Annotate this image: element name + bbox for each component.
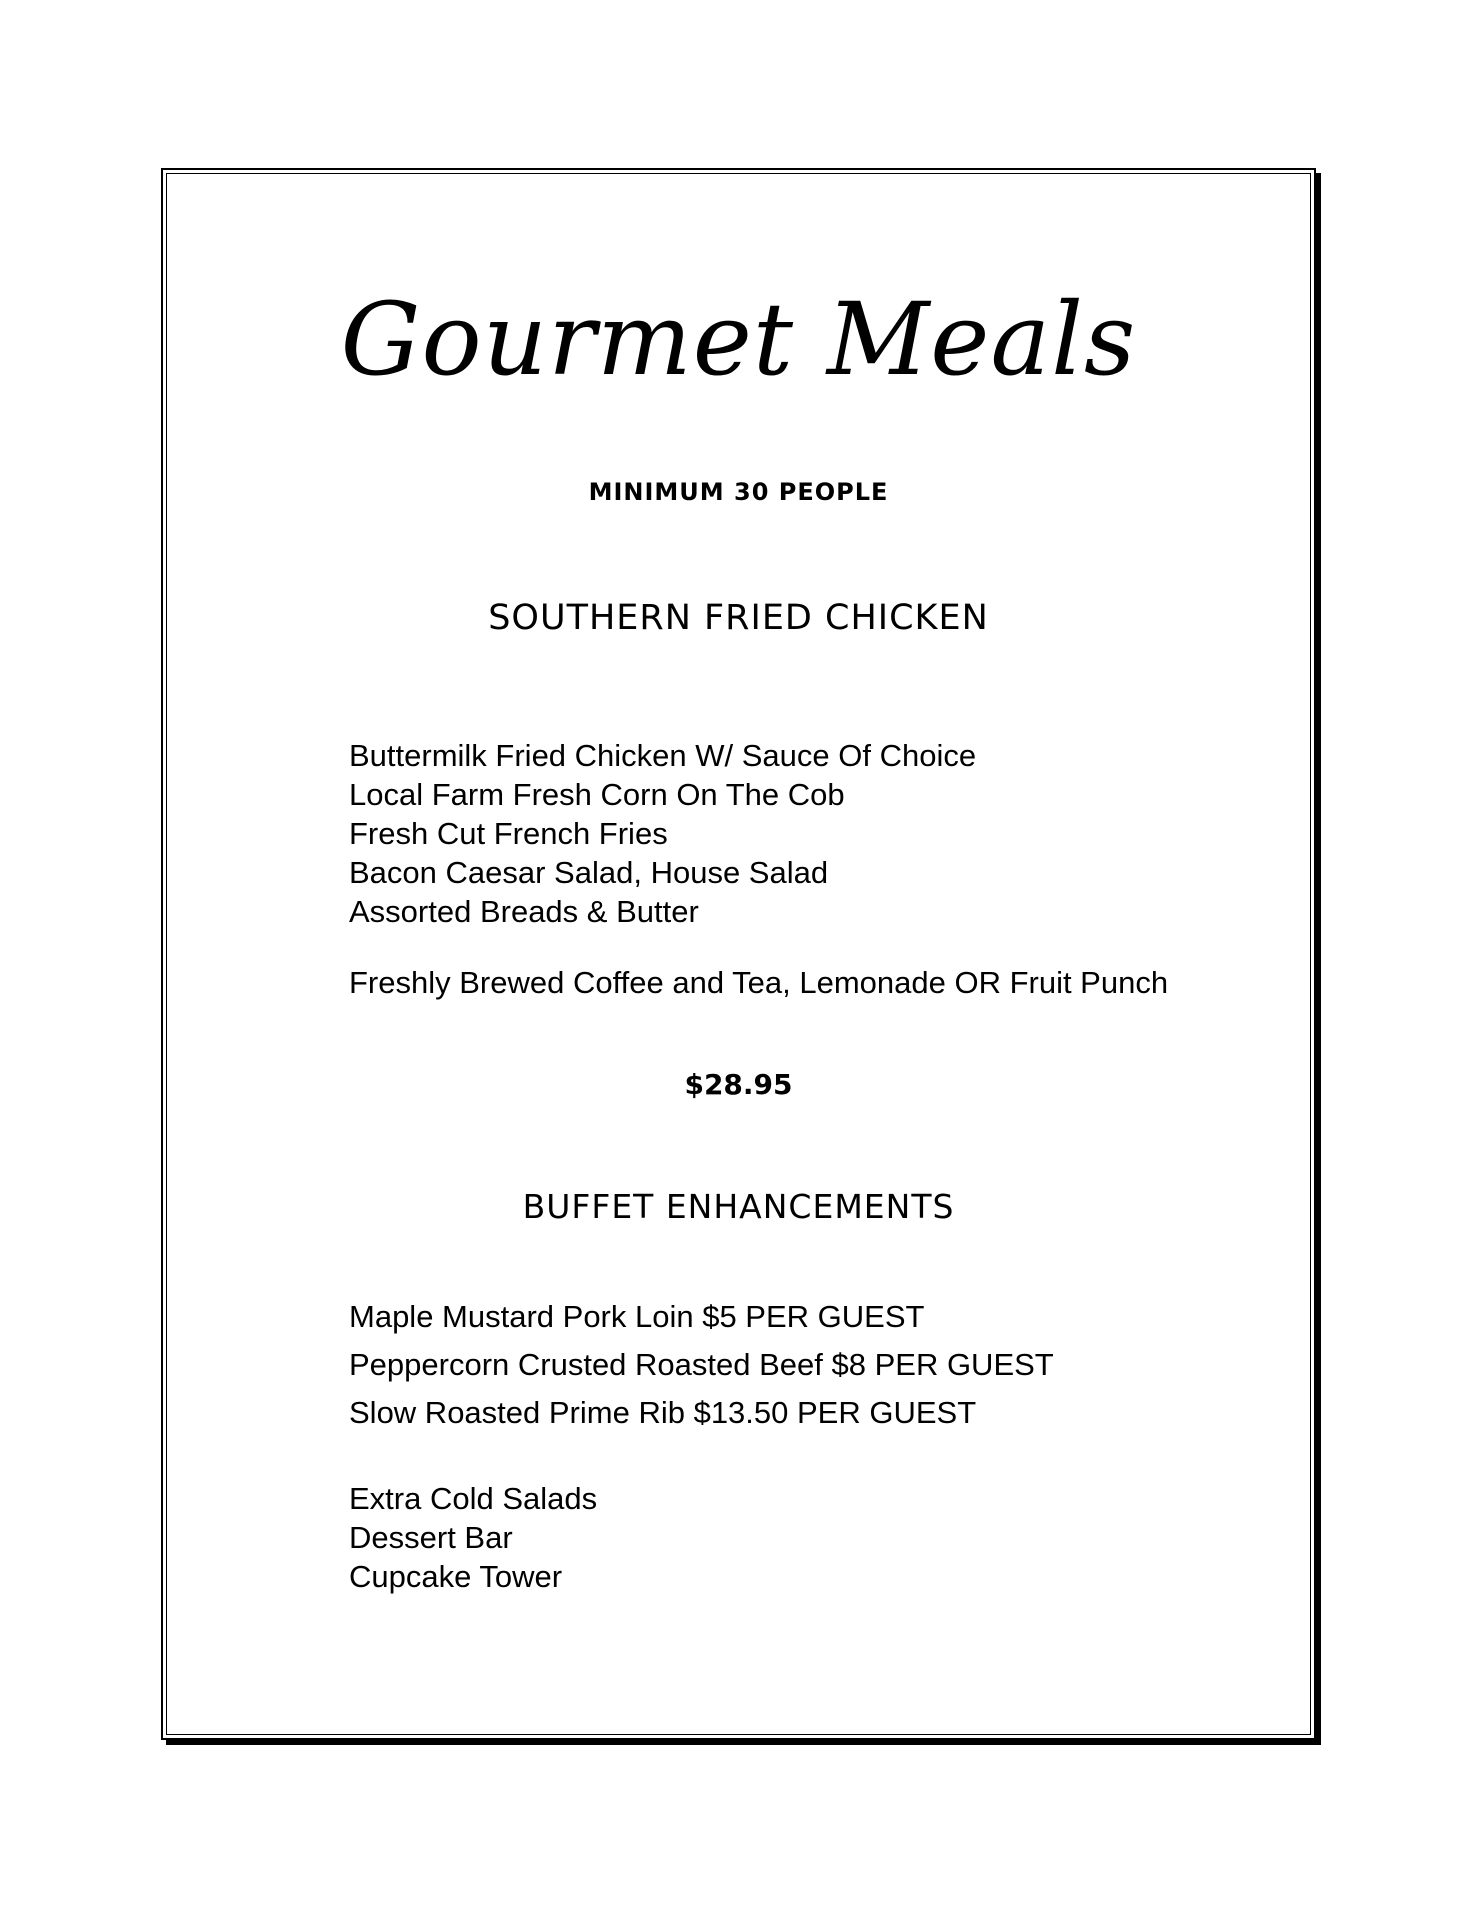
extra-item: Dessert Bar <box>349 1520 513 1555</box>
menu-item: Fresh Cut French Fries <box>349 816 668 851</box>
section-heading-buffet-enhancements: BUFFET ENHANCEMENTS <box>522 1187 955 1226</box>
menu-item: Buttermilk Fried Chicken W/ Sauce Of Choice <box>349 738 977 773</box>
menu-price: $28.95 <box>684 1068 793 1101</box>
enhancement-extras <box>349 1479 597 1596</box>
main-menu-items <box>349 736 976 931</box>
extra-item: Cupcake Tower <box>349 1559 563 1594</box>
menu-item: Local Farm Fresh Corn On The Cob <box>349 777 845 812</box>
enhancement-item: Slow Roasted Prime Rib $13.50 PER GUEST <box>349 1395 977 1430</box>
frame-inner-border <box>166 173 1311 1735</box>
menu-title: Gourmet Meals <box>340 281 1137 398</box>
menu-item: Bacon Caesar Salad, House Salad <box>349 855 829 890</box>
enhancement-item: Maple Mustard Pork Loin $5 PER GUEST <box>349 1299 925 1334</box>
beverages-line: Freshly Brewed Coffee and Tea, Lemonade OR Fruit Punch <box>349 965 1169 1000</box>
menu-frame <box>161 168 1316 1740</box>
section-heading-southern-fried-chicken: SOUTHERN FRIED CHICKEN <box>488 598 989 638</box>
menu-item: Assorted Breads & Butter <box>349 894 699 929</box>
minimum-guests-note: MINIMUM 30 PEOPLE <box>588 478 889 506</box>
extra-item: Extra Cold Salads <box>349 1481 598 1516</box>
enhancement-priced-items <box>349 1293 1054 1437</box>
enhancement-item: Peppercorn Crusted Roasted Beef $8 PER GUEST <box>349 1347 1054 1382</box>
